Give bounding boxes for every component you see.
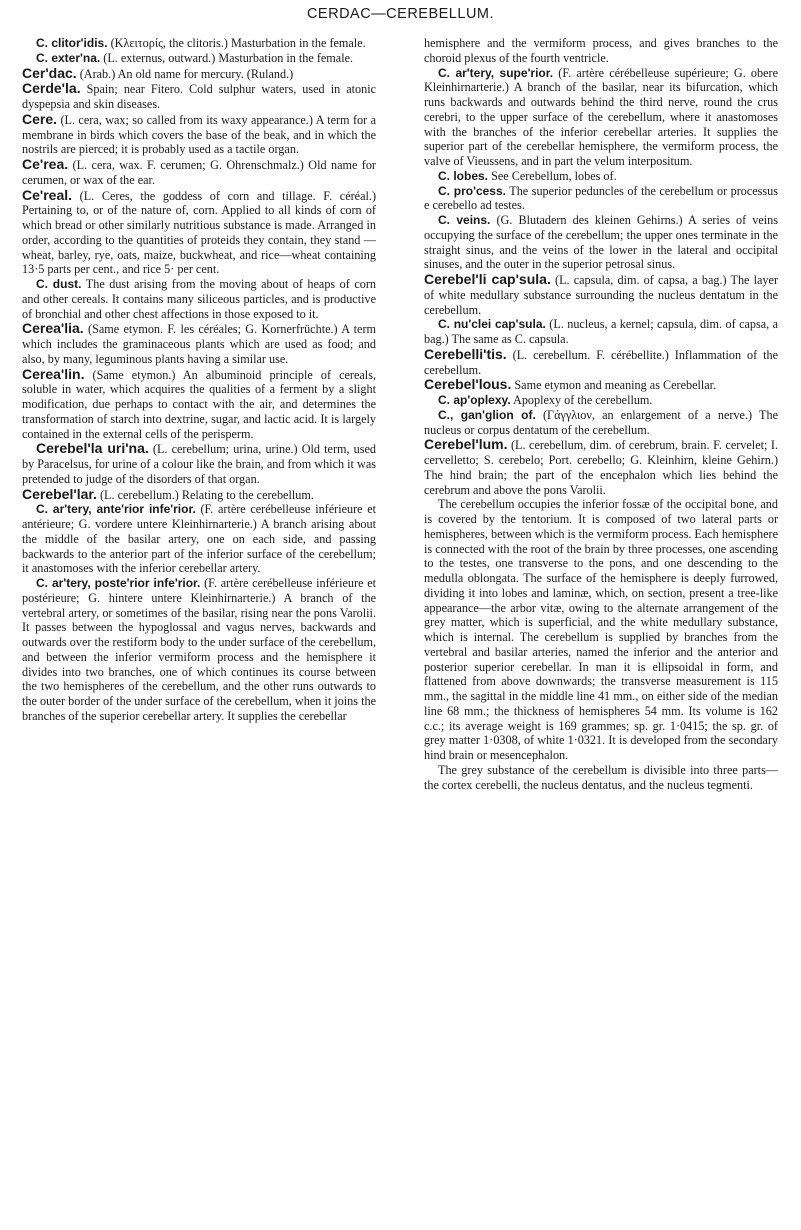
- entry-headword: Cerebelli'tis.: [424, 345, 507, 362]
- dictionary-entry: [424, 36, 778, 66]
- dictionary-entry: [22, 321, 376, 366]
- entry-headword: Cere.: [22, 110, 58, 127]
- entry-definition: (L. cerebellum. F. cérébellite.) Inflammation of the cerebellum.: [424, 347, 778, 377]
- dictionary-entry: [22, 51, 376, 66]
- entry-definition: hemisphere and the vermiform process, and gives branches to the choroid plexus of the fourth ventricle.: [424, 36, 778, 65]
- entry-definition: (Arab.) An old name for mercury. (Ruland.): [76, 66, 294, 81]
- dictionary-entry: [424, 184, 778, 214]
- entry-definition: The grey substance of the cerebellum is divisible into three parts—the cortex cerebelli, the nucleus dentatus, and the nucleus tegmenti.: [424, 762, 778, 792]
- entry-headword: Cerebel'li cap'sula.: [424, 271, 551, 287]
- dictionary-entry: [424, 763, 778, 793]
- entry-headword: C. ar'tery, supe'rior.: [438, 65, 554, 80]
- dictionary-entry: [22, 441, 376, 486]
- entry-definition: (L. cerebellum; urina, urine.) Old term, used by Paracelsus, for urine of a colour like the brain, and from which it was pretended to judge of the disorders of that organ.: [22, 442, 376, 486]
- entry-definition: (Κλειτορίς, the clitoris.) Masturbation in the female.: [107, 36, 366, 50]
- entry-headword: C. ar'tery, ante'rior infe'rior.: [36, 502, 196, 517]
- entry-definition: (L. Ceres, the goddess of corn and tillage. F. céréal.) Pertaining to, or of the nature of, corn. Applied to all kinds of corn of which bread or other similarly nutritious substance is made. Arranged in order, according to the quantities of proteids they contain, they stand —wheat, barley, rye, oats, maize, buckwheat, and rice—wheat containing 13·5 parts per cent., and rice 5· per cent.: [22, 188, 376, 277]
- entry-headword: Cerea'lin.: [22, 365, 85, 382]
- entry-headword: Cerea'lia.: [22, 320, 84, 337]
- entry-headword: Cerde'la.: [22, 80, 81, 97]
- dictionary-entry: [424, 169, 778, 184]
- entry-headword: C. veins.: [438, 213, 491, 227]
- entry-headword: C. nu'clei cap'sula.: [438, 317, 546, 332]
- left-column: [22, 36, 376, 724]
- dictionary-entry: [424, 317, 778, 347]
- entry-headword: Ce'real.: [22, 186, 73, 203]
- dictionary-entry: [22, 66, 376, 82]
- dictionary-entry: [22, 188, 376, 278]
- entry-headword: C. clitor'idis.: [36, 36, 108, 50]
- dictionary-entry: [424, 213, 778, 272]
- entry-definition: Spain; near Fitero. Cold sulphur waters, used in atonic dyspepsia and skin diseases.: [22, 82, 376, 111]
- running-head: CERDAC—CEREBELLUM.: [306, 6, 495, 22]
- dictionary-entry: [22, 502, 376, 576]
- dictionary-entry: [22, 487, 376, 503]
- entry-definition: The superior peduncles of the cerebellum or processus e cerebello ad testes.: [424, 183, 779, 213]
- dictionary-entry: [424, 408, 778, 438]
- entry-headword: Cerebel'lous.: [424, 376, 512, 393]
- entry-definition: (L. externus, outward.) Masturbation in the female.: [100, 50, 354, 65]
- entry-definition: See Cerebellum, lobes of.: [488, 168, 617, 183]
- entry-definition: (L. cera, wax. F. cerumen; G. Ohrenschmalz.) Old name for cerumen, or wax of the ear.: [22, 158, 376, 187]
- entry-definition: The cerebellum occupies the inferior fossæ of the occipital bone, and is covered by the tentorium. It is composed of two lateral parts or hemispheres, between which is the vermiform process. Each hemisphere is connected with the root of the brain by three processes, one ascending to the testes, one transverse to the pons, and one descending to the medulla oblongata. The surface of the hemisphere is deeply furrowed, dividing it into lobes and laminæ, which, on section, present a tree-like appearance—the arbor vitæ, owing to the alternate arrangement of the grey matter, which is superficial, and the white medullary substance, which is internal. The cerebellum is supplied by branches from the vertebral and basilar arteries, named the inferior and the anterior and posterior superior cerebellar. In man it is ellipsoidal in form, and flattened from above downwards; the transverse measurement is 115 mm., the sagittal in the middle line 41 mm., on either side of the median line 68 mm.; the thickness of hemispheres 54 mm. Its volume is 162 c.c.; its average weight is 169 grammes; sp. gr. 1·0415; the sp. gr. of grey matter 1·0308, of white 1·0321. It is developed from the secondary hind brain or mesencephalon.: [424, 497, 778, 762]
- entry-headword: C., gan'glion of.: [438, 407, 536, 422]
- entry-definition: (F. artère cerébelleuse inférieure et postérieure; G. hintere untere Kleinhirnarterie.) A branch of the vertebral artery, or sometimes of the basilar, rising near the pons Varolii. It passes between the hypoglossal and vagus nerves, backwards and outwards over the restiform body to the under surface of the cerebellum, and between the inferior vermiform process and the hemisphere it divides into two branches, one of which continues its course between the two hemispheres of the cerebellum, and the other runs outwards to the outer border of the under surface of the cerebellum, when it joins the branches of the superior cerebellar artery. It supplies the cerebellar: [22, 576, 376, 723]
- entry-headword: C. dust.: [36, 277, 82, 291]
- dictionary-entry: [22, 81, 376, 112]
- entry-definition: (L. cera, wax; so called from its waxy appearance.) A term for a membrane in birds which covers the base of the beak, and in which the nostrils are pierced; it is probably used as a tactile organ.: [22, 112, 376, 157]
- dictionary-entry: [424, 437, 778, 497]
- entry-definition: (L. nucleus, a kernel; capsula, dim. of capsa, a bag.) The same as C. capsula.: [424, 317, 779, 346]
- entry-headword: Cerebel'la uri'na.: [36, 440, 149, 457]
- dictionary-entry: [22, 157, 376, 188]
- entry-definition: (L. cerebellum, dim. of cerebrum, brain. F. cervelet; I. cervelletto; S. cerebelo; Port. cerebello; G. Kleinhirn, kleine Gehirn.) The hind brain; the part of the encephalon which lies behind the cerebrum and above the pons Varolii.: [424, 438, 778, 497]
- entry-definition: (Same etymon.) An albuminoid principle of cereals, soluble in water, which acquires the qualities of a ferment by a slight modification, due perhaps to contact with the air, and determines the transformation of starch into dextrine, sugar, and lactic acid. It is largely contained in the external cells of the perisperm.: [22, 367, 376, 441]
- dictionary-entry: [424, 66, 778, 169]
- dictionary-entry: [424, 272, 778, 317]
- entry-headword: Cerebel'lar.: [22, 485, 97, 502]
- dictionary-entry: [22, 367, 376, 442]
- entry-headword: Cerebel'lum.: [424, 436, 508, 453]
- entry-headword: Ce'rea.: [22, 156, 69, 172]
- dictionary-entry: [424, 497, 778, 763]
- dictionary-entry: [424, 347, 778, 378]
- entry-headword: C. ap'oplexy.: [438, 393, 511, 407]
- right-column: [424, 36, 778, 792]
- entry-definition: (Γάγγλιον, an enlargement of a nerve.) The nucleus or corpus dentatum of the cerebellum.: [424, 407, 778, 437]
- dictionary-entry: [424, 393, 778, 408]
- dictionary-entry: [424, 377, 778, 393]
- dictionary-entry: [22, 112, 376, 157]
- entry-definition: (L. capsula, dim. of capsa, a bag.) The layer of white medullary substance surrounding the nucleus dentatum in the cerebellum.: [424, 273, 778, 317]
- entry-headword: Cer'dac.: [22, 64, 77, 81]
- entry-headword: C. exter'na.: [36, 50, 101, 65]
- entry-headword: C. ar'tery, poste'rior infe'rior.: [36, 576, 201, 590]
- entry-definition: (F. artère cerébelleuse inférieure et antérieure; G. vordere untere Kleinhirnarterie.) A branch arising about the middle of the basilar artery, one on each side, and passing backwards to the anterior part of the inferior surface of the cerebellum; it anastomoses with the inferior cerebellar artery.: [22, 502, 376, 576]
- entry-headword: C. pro'cess.: [438, 183, 506, 198]
- entry-definition: (F. artère cérébelleuse supérieure; G. obere Kleinhirnarterie.) A branch of the basilar, near its bifurcation, which runs backwards and outwards behind the third nerve, round the crus cerebri, to the upper surface of the cerebellum, where it anastomoses with the branches of the inferior cerebellar arteries. It supplies the superior part of the cerebellar hemisphere, the vermiform process, the valve of Vieussens, and in part the velum interpositum.: [424, 65, 778, 168]
- entry-definition: Apoplexy of the cerebellum.: [510, 393, 653, 407]
- dictionary-entry: [22, 277, 376, 321]
- entry-definition: Same etymon and meaning as Cerebellar.: [511, 378, 717, 393]
- dictionary-entry: [22, 36, 376, 51]
- entry-definition: (G. Blutadern des kleinen Gehirns.) A series of veins occupying the surface of the cerebellum; the upper ones terminate in the straight sinus, and the veins of the lower in the lateral and occipital sinuses, and the outer in the superior petrosal sinus.: [424, 213, 778, 272]
- entry-headword: C. lobes.: [438, 168, 489, 183]
- dictionary-entry: [22, 576, 376, 724]
- entry-definition: (L. cerebellum.) Relating to the cerebellum.: [96, 487, 314, 502]
- entry-definition: The dust arising from the moving about of heaps of corn and other cereals. It contains many siliceous particles, and is productive of bronchial and other chest affections in those exposed to it.: [22, 277, 377, 321]
- entry-definition: (Same etymon. F. les céréales; G. Kornerfrüchte.) A term which includes the graminaceous plants which are used as food; and also, by many, leguminous plants having a similar use.: [22, 322, 376, 366]
